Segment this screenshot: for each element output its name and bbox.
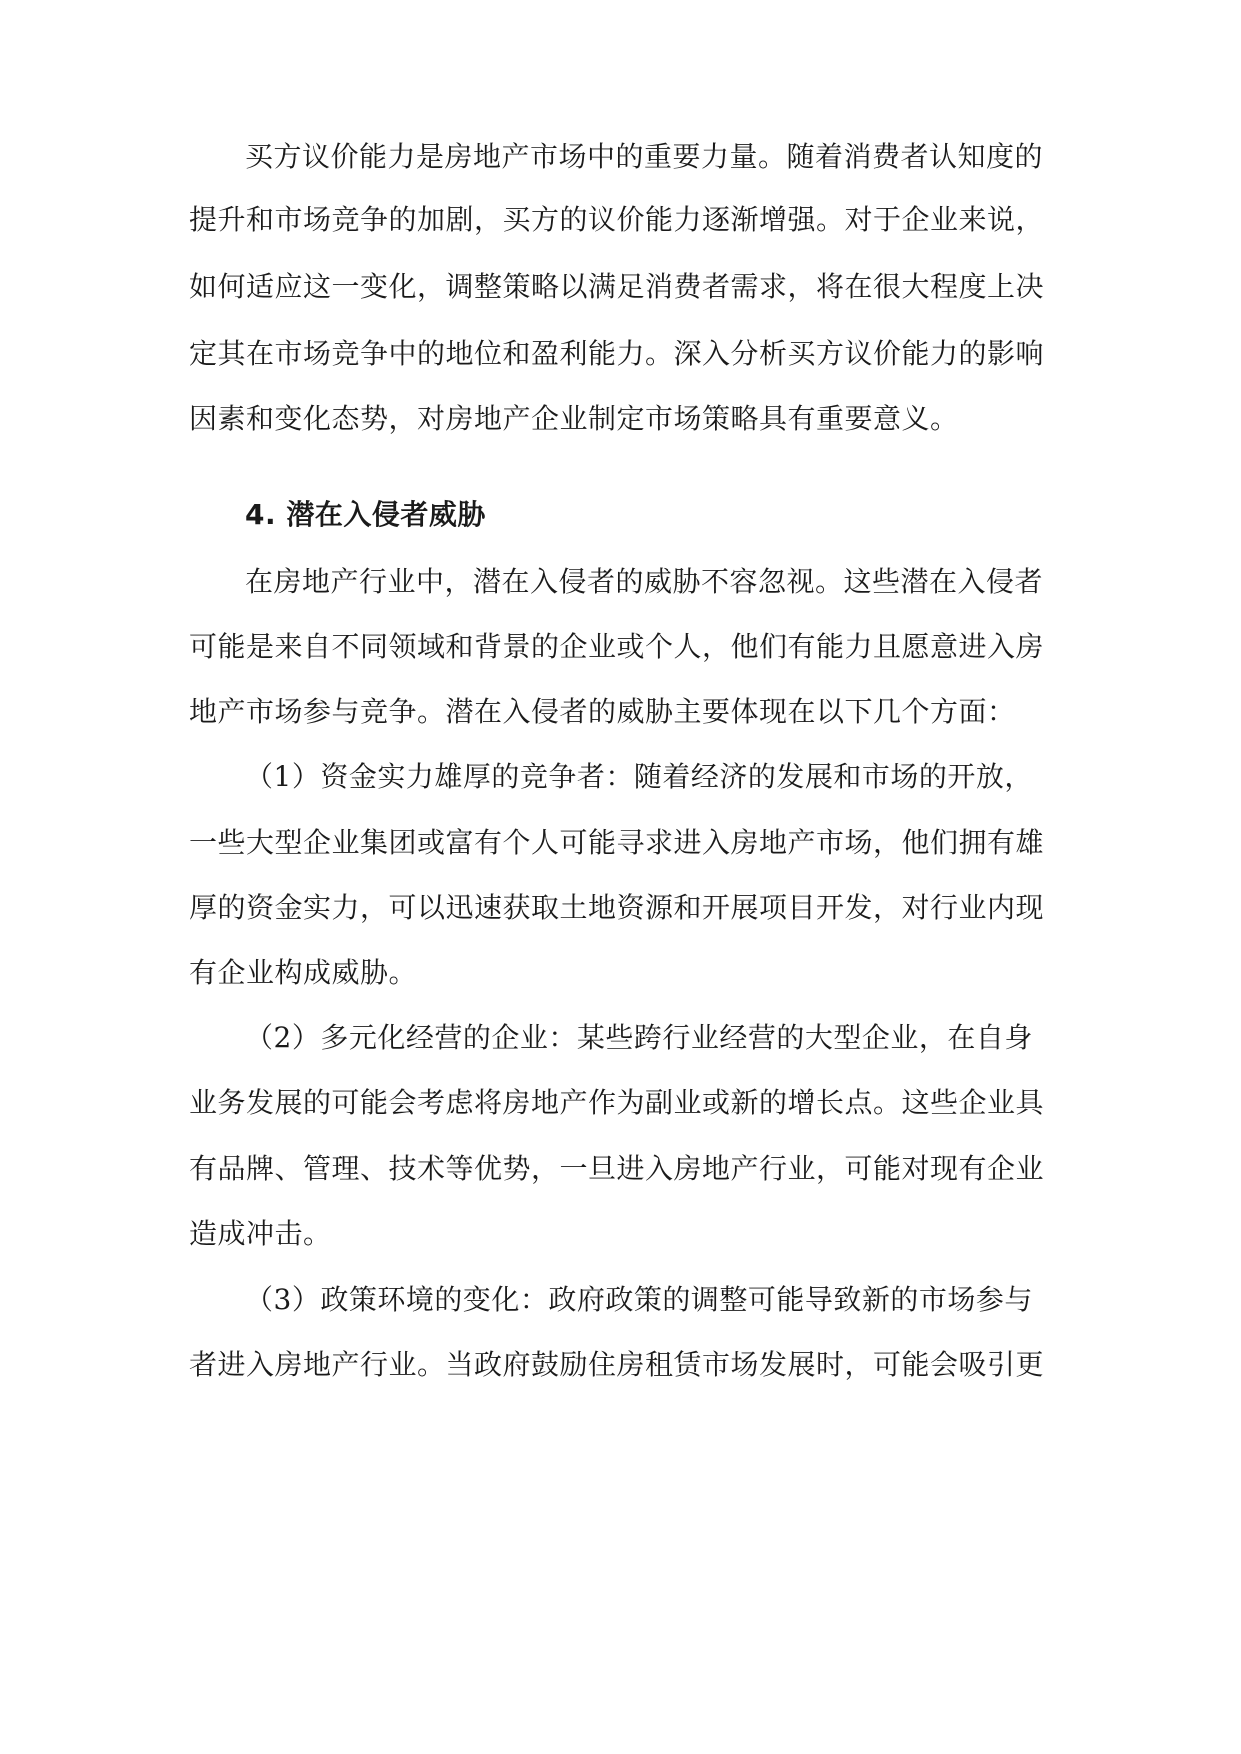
item-3-line-1: （3）政策环境的变化：政府政策的调整可能导致新的市场参与 (245, 1283, 1033, 1316)
paragraph-2-line-1: 在房地产行业中，潜在入侵者的威胁不容忽视。这些潜在入侵者 (245, 565, 1044, 598)
paragraph-1-line-1: 买方议价能力是房地产市场中的重要力量。随着消费者认知度的 (245, 140, 1044, 173)
paragraph-1-line-2: 提升和市场竞争的加剧，买方的议价能力逐渐增强。对于企业来说， (189, 203, 1045, 236)
item-3-line-2: 者进入房地产行业。当政府鼓励住房租赁市场发展时，可能会吸引更 (189, 1348, 1045, 1381)
paragraph-2-line-2: 可能是来自不同领域和背景的企业或个人，他们有能力且愿意进入房 (189, 630, 1045, 663)
paragraph-2-line-3: 地产市场参与竞争。潜在入侵者的威胁主要体现在以下几个方面： (189, 695, 1016, 728)
paragraph-1-line-3: 如何适应这一变化，调整策略以满足消费者需求，将在很大程度上决 (189, 270, 1045, 303)
item-2-line-3: 有品牌、管理、技术等优势，一旦进入房地产行业，可能对现有企业 (189, 1152, 1045, 1185)
item-1-line-1: （1）资金实力雄厚的竞争者：随着经济的发展和市场的开放， (245, 760, 1033, 793)
item-1-line-4: 有企业构成威胁。 (189, 956, 418, 989)
paragraph-1-line-5: 因素和变化态势，对房地产企业制定市场策略具有重要意义。 (189, 402, 959, 435)
item-2-line-1: （2）多元化经营的企业：某些跨行业经营的大型企业，在自身 (245, 1021, 1033, 1054)
item-2-line-4: 造成冲击。 (189, 1217, 332, 1250)
item-2-line-2: 业务发展的可能会考虑将房地产作为副业或新的增长点。这些企业具 (189, 1086, 1045, 1119)
section-heading: 4. 潜在入侵者威胁 (245, 498, 486, 531)
paragraph-1-line-4: 定其在市场竞争中的地位和盈利能力。深入分析买方议价能力的影响 (189, 337, 1045, 370)
item-1-line-2: 一些大型企业集团或富有个人可能寻求进入房地产市场，他们拥有雄 (189, 826, 1045, 859)
item-1-line-3: 厚的资金实力，可以迅速获取土地资源和开展项目开发，对行业内现 (189, 891, 1045, 924)
